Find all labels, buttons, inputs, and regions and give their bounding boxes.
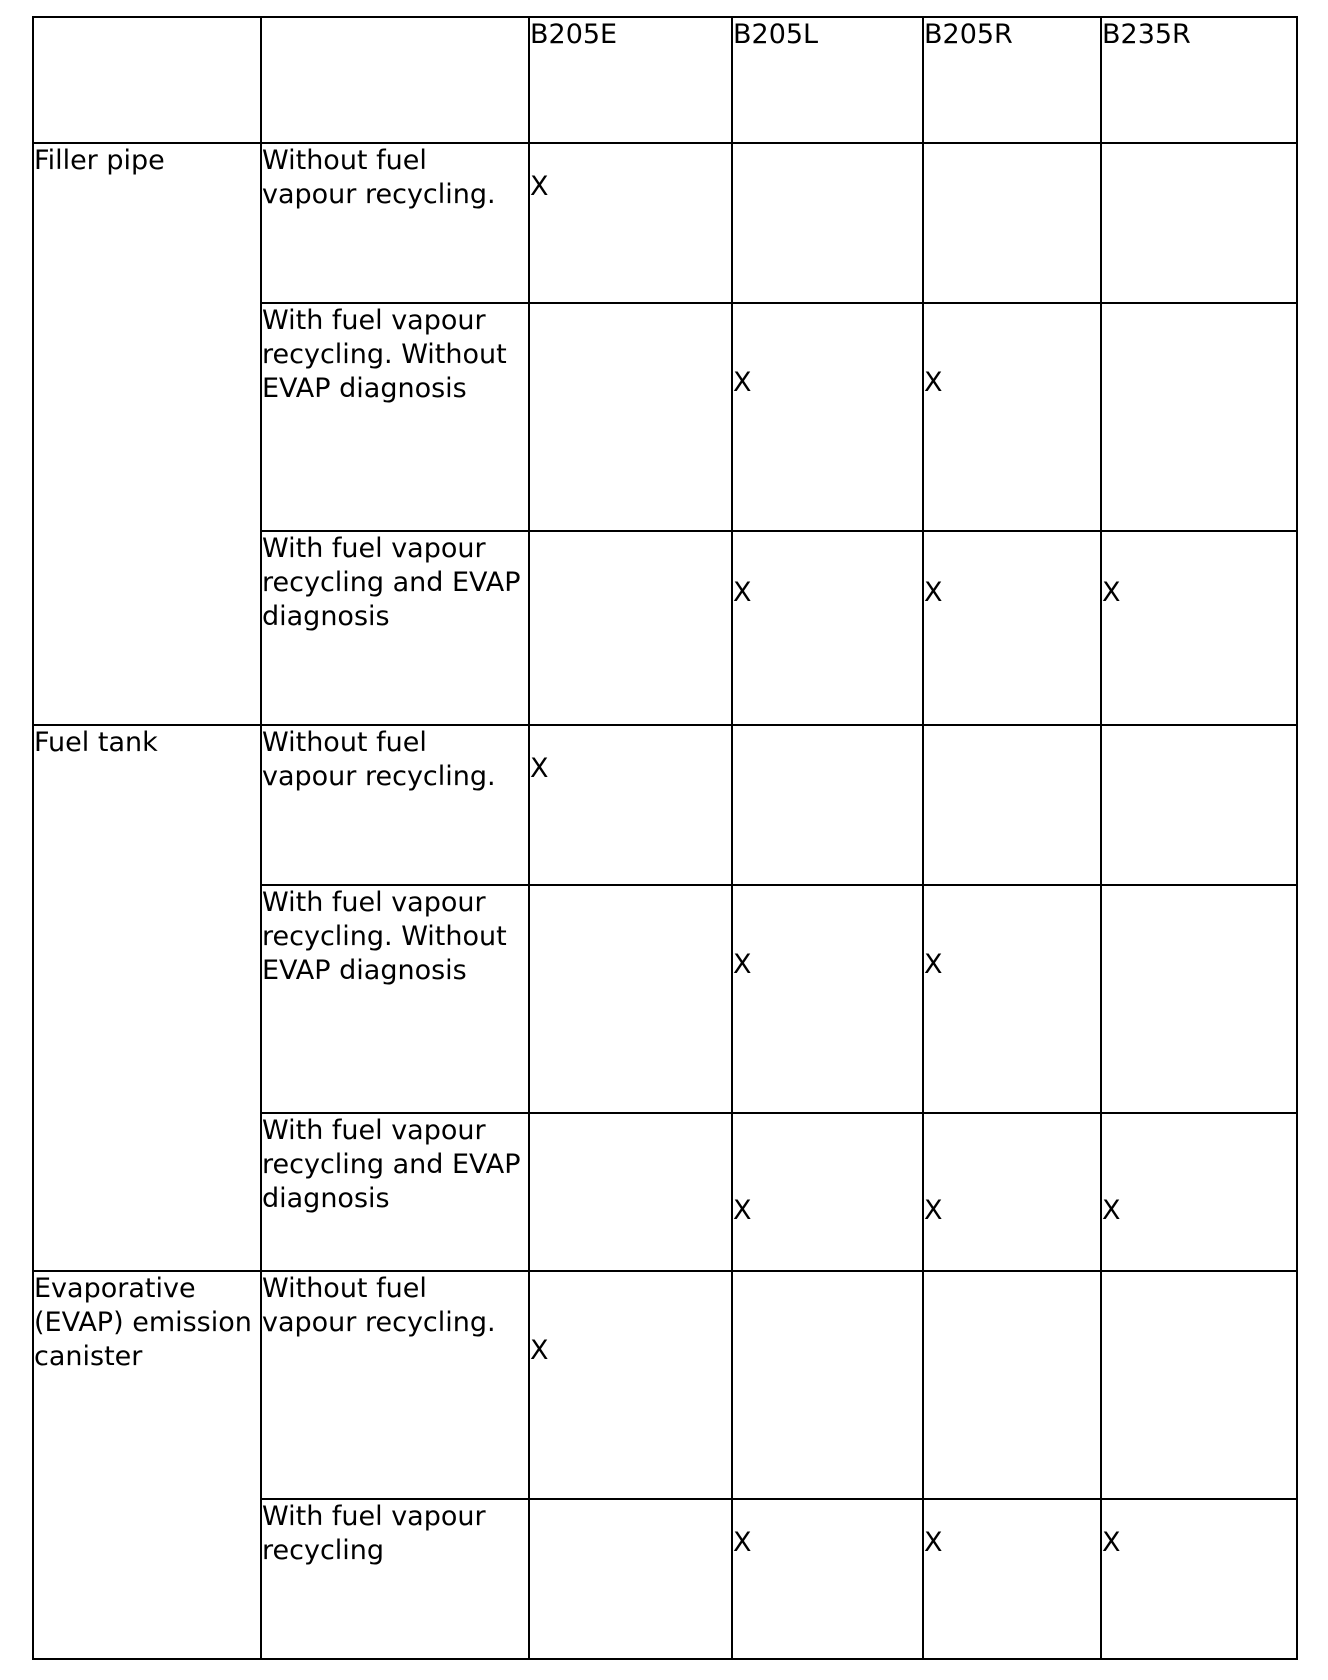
mark-text: X (924, 367, 943, 398)
mark-cell-b205e (529, 1113, 732, 1271)
mark-cell-b205l (732, 1271, 923, 1499)
mark-cell-b235r (1101, 303, 1297, 531)
group-label-fuel-tank: Fuel tank (33, 725, 261, 1271)
header-model-b205r: B205R (923, 17, 1101, 143)
mark-text: X (733, 949, 752, 980)
group-label-evap-canister: Evaporative (EVAP) emission canister (33, 1271, 261, 1659)
mark-text: X (530, 171, 549, 202)
variant-cell: Without fuel vapour recycling. (261, 1271, 529, 1499)
mark-cell-b205r (923, 531, 1101, 725)
mark-cell-b205l (732, 725, 923, 885)
mark-cell-b235r (1101, 1499, 1297, 1659)
mark-cell-b235r (1101, 1113, 1297, 1271)
mark-cell-b205r (923, 303, 1101, 531)
table-row (33, 1271, 1297, 1499)
variant-cell: With fuel vapour recycling and EVAP diagnosis (261, 531, 529, 725)
group-label-filler-pipe: Filler pipe (33, 143, 261, 725)
mark-cell-b205e (529, 1499, 732, 1659)
variant-cell: With fuel vapour recycling. Without EVAP diagnosis (261, 885, 529, 1113)
variant-cell: Without fuel vapour recycling. (261, 725, 529, 885)
mark-cell-b235r (1101, 1271, 1297, 1499)
mark-cell-b205l (732, 143, 923, 303)
variant-cell: Without fuel vapour recycling. (261, 143, 529, 303)
mark-cell-b205r (923, 725, 1101, 885)
mark-cell-b205r (923, 143, 1101, 303)
mark-cell-b205e (529, 885, 732, 1113)
mark-cell-b205l (732, 1113, 923, 1271)
mark-cell-b205l (732, 885, 923, 1113)
header-blank-variant (261, 17, 529, 143)
mark-cell-b205l (732, 1499, 923, 1659)
mark-text: X (733, 577, 752, 608)
mark-cell-b235r (1101, 725, 1297, 885)
mark-cell-b205r (923, 885, 1101, 1113)
mark-text: X (1102, 1527, 1121, 1558)
mark-text: X (530, 1335, 549, 1366)
mark-cell-b235r (1101, 885, 1297, 1113)
mark-cell-b235r (1101, 143, 1297, 303)
mark-text: X (1102, 1195, 1121, 1226)
header-row (33, 17, 1297, 143)
mark-text: X (733, 1527, 752, 1558)
mark-text: X (530, 753, 549, 784)
engine-variant-table (32, 16, 1298, 1660)
mark-cell-b205r (923, 1113, 1101, 1271)
mark-cell-b205e (529, 725, 732, 885)
mark-cell-b205l (732, 531, 923, 725)
mark-cell-b205e (529, 143, 732, 303)
mark-cell-b205e (529, 531, 732, 725)
mark-cell-b205e (529, 1271, 732, 1499)
mark-cell-b205l (732, 303, 923, 531)
header-model-b205l: B205L (732, 17, 923, 143)
mark-cell-b235r (1101, 531, 1297, 725)
header-model-b205e: B205E (529, 17, 732, 143)
header-blank-group (33, 17, 261, 143)
table-row (33, 143, 1297, 303)
mark-text: X (733, 1195, 752, 1226)
variant-cell: With fuel vapour recycling. Without EVAP diagnosis (261, 303, 529, 531)
mark-text: X (733, 367, 752, 398)
variant-cell: With fuel vapour recycling and EVAP diagnosis (261, 1113, 529, 1271)
mark-text: X (924, 1195, 943, 1226)
mark-cell-b205e (529, 303, 732, 531)
mark-text: X (924, 1527, 943, 1558)
mark-text: X (924, 949, 943, 980)
table-row (33, 725, 1297, 885)
header-model-b235r: B235R (1101, 17, 1297, 143)
mark-text: X (924, 577, 943, 608)
mark-text: X (1102, 577, 1121, 608)
mark-cell-b205r (923, 1499, 1101, 1659)
variant-cell: With fuel vapour recycling (261, 1499, 529, 1659)
mark-cell-b205r (923, 1271, 1101, 1499)
